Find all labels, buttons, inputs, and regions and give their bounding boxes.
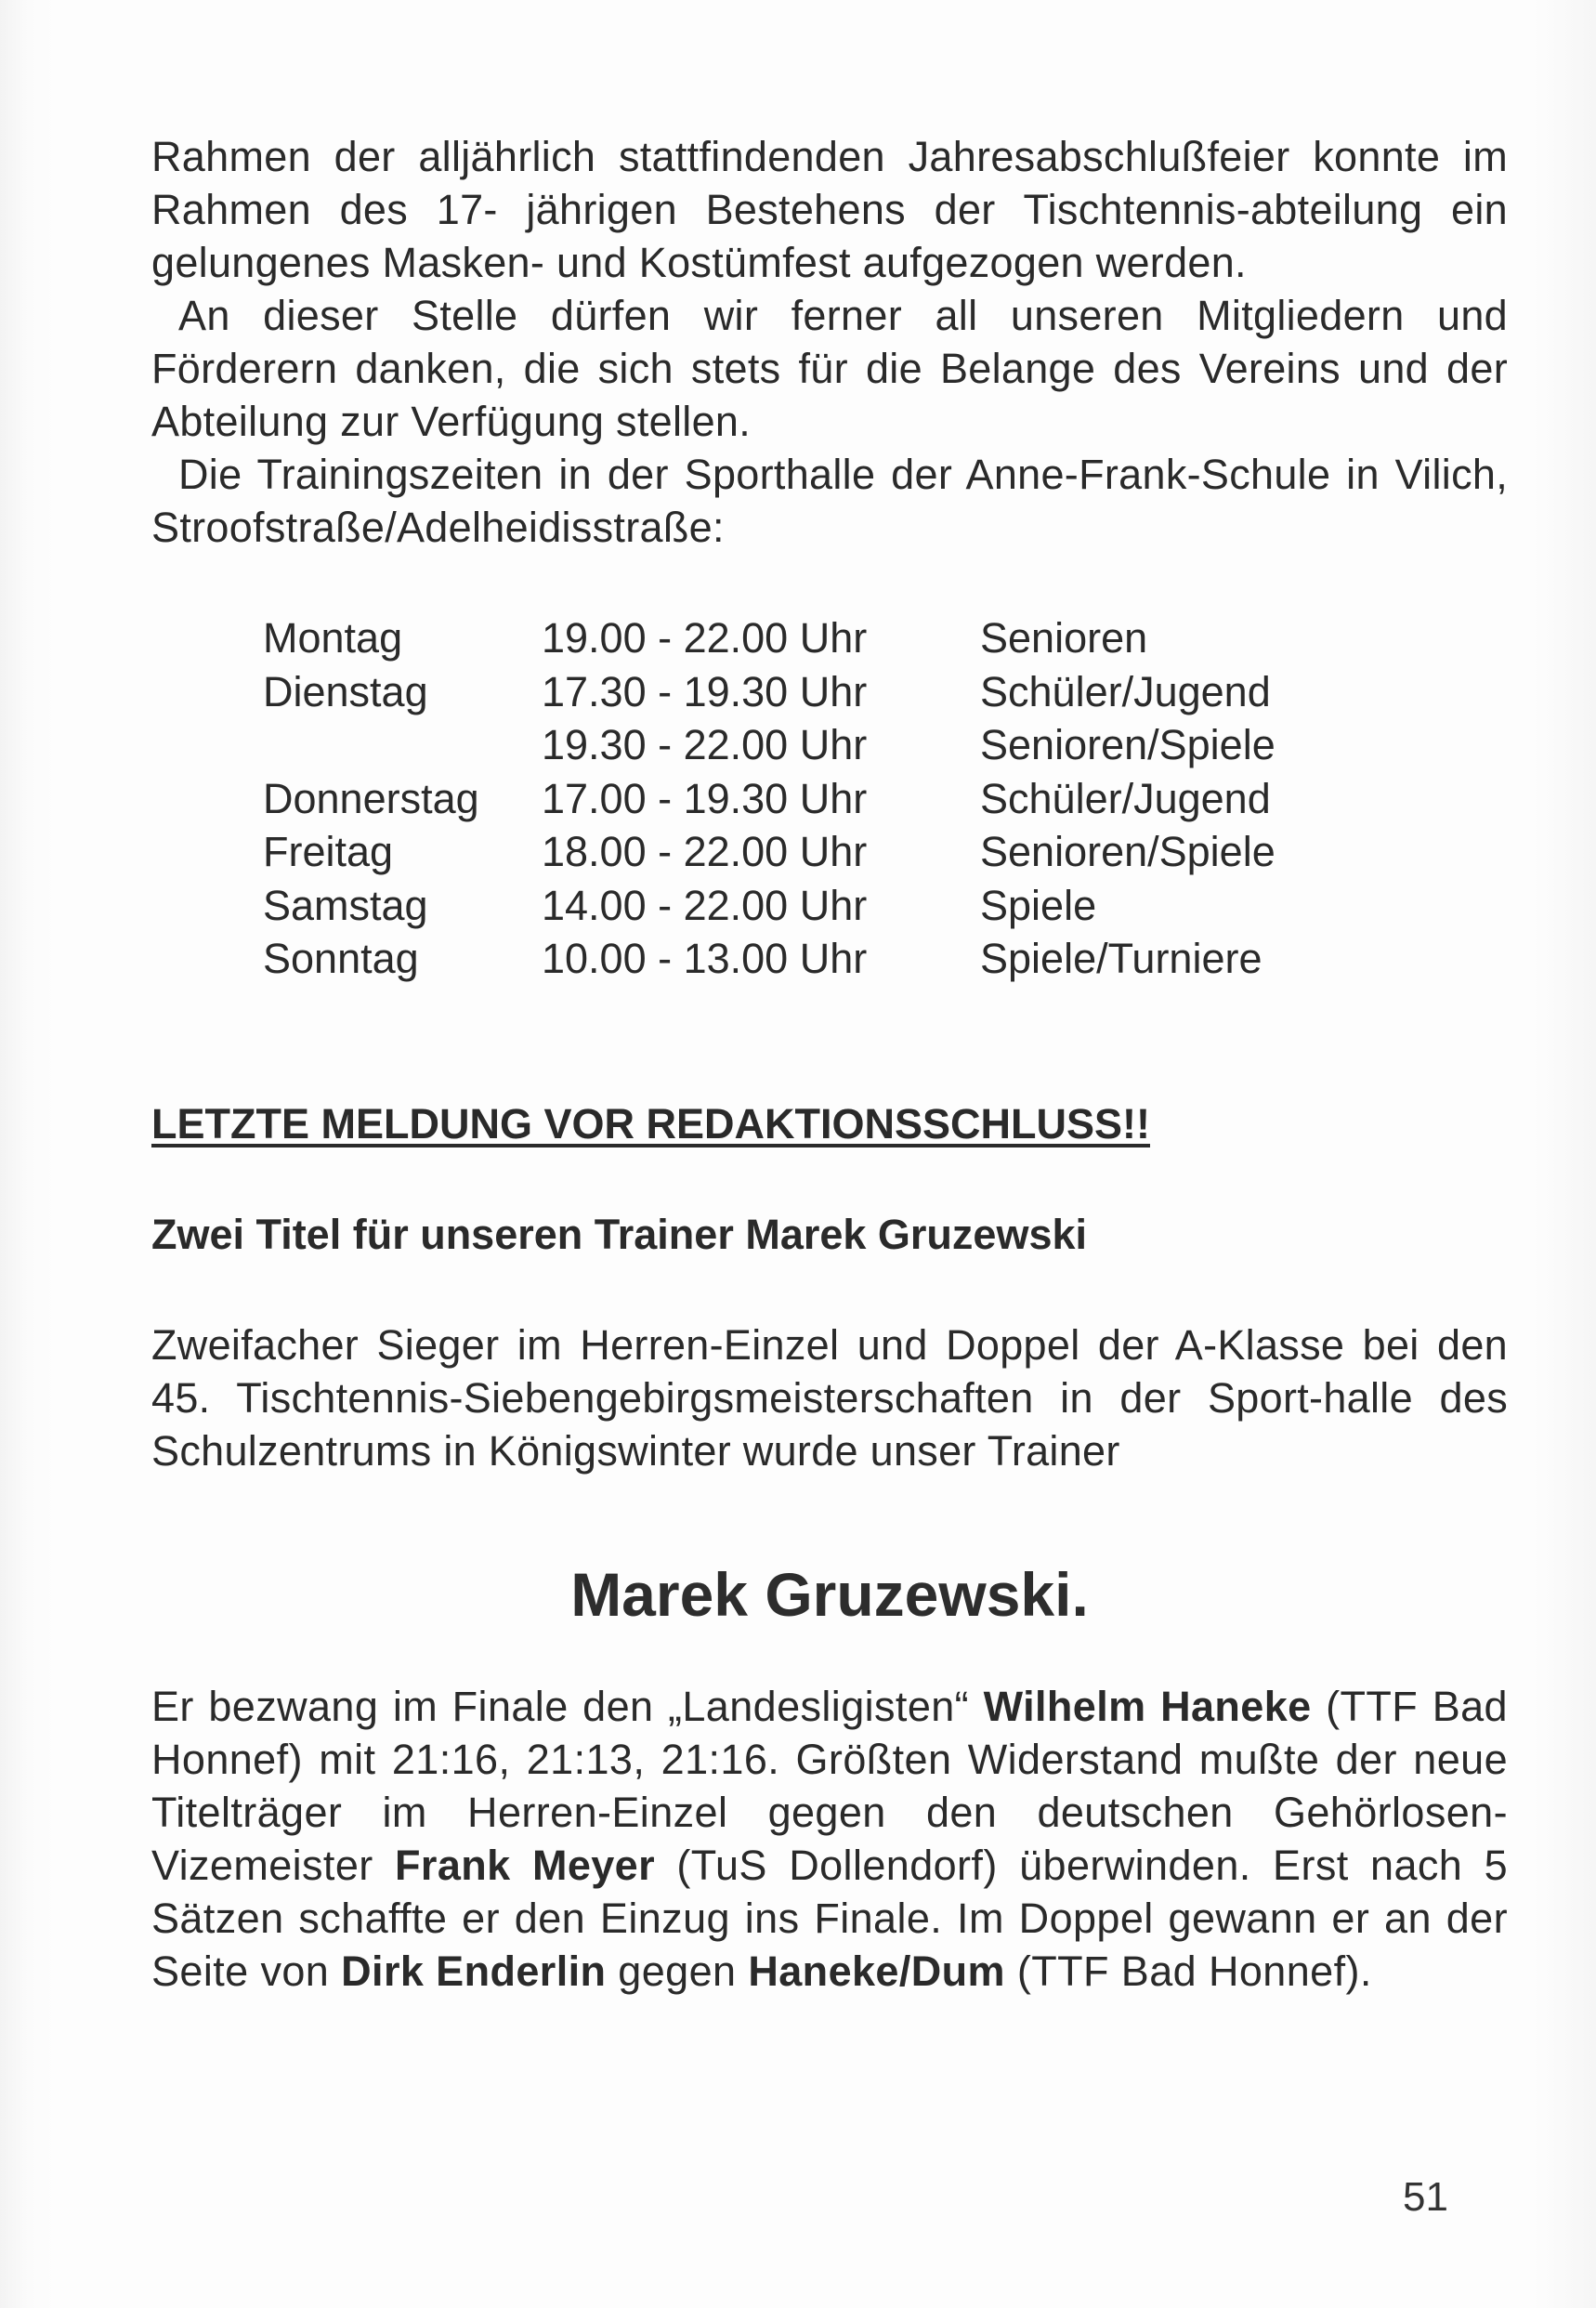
trainer-name-display: Marek Gruzewski. [570,1559,1089,1629]
schedule-day: Samstag [263,881,428,929]
schedule-time: 14.00 - 22.00 Uhr [542,881,868,929]
doubles-pair-name: Haneke/Dum [748,1947,1005,1995]
intro-paragraph-2: An dieser Stelle dürfen wir ferner all unseren Mitgliedern und Förderern danken, die sich stets für die Belange des Vereins und der Abteilung zur Verfügung stellen. [151,292,1508,445]
schedule-time: 17.30 - 19.30 Uhr [542,667,868,715]
final-text-4: gegen [606,1947,749,1995]
schedule-row [263,825,1275,879]
schedule-row [263,665,1275,719]
page-content [151,130,1508,1998]
schedule-time: 18.00 - 22.00 Uhr [542,828,868,875]
intro-paragraph-1: Rahmen der alljährlich stattfindenden Jahresabschlußfeier konnte im Rahmen des 17- jährigen Bestehens der Tischtennis-abteilung ein gelungenes Masken- und Kostümfest aufgezogen werden. [151,133,1508,286]
final-text-3: (TuS Dollendorf) überwinden. Erst nach 5 Sätzen schaffte er den Einzug ins Finale. Im Doppel gewann er an der Seite von [151,1841,1508,1995]
training-schedule-table [263,611,1275,986]
schedule-day [263,718,542,772]
schedule-row [263,611,1275,665]
news-headline: LETZTE MELDUNG VOR REDAKTIONSSCHLUSS!! [151,1099,1150,1147]
schedule-row [263,772,1275,826]
schedule-time: 19.30 - 22.00 Uhr [542,721,868,768]
schedule-day: Donnerstag [263,774,479,822]
schedule-group: Senioren/Spiele [980,721,1275,768]
schedule-group: Spiele [980,881,1097,929]
schedule-time: 10.00 - 13.00 Uhr [542,935,868,982]
player-name-enderlin: Dirk Enderlin [341,1947,607,1995]
schedule-group: Senioren/Spiele [980,828,1275,875]
final-text-1: Er bezwang im Finale den „Landesligisten“ [151,1682,984,1730]
final-text-5: (TTF Bad Honnef). [1004,1947,1372,1995]
schedule-group: Senioren [980,614,1148,662]
schedule-day: Freitag [263,828,394,875]
news-body-paragraph: Zweifacher Sieger im Herren-Einzel und Doppel der A-Klasse bei den 45. Tischtennis-Siebengebirgsmeisterschaften in der Sport-halle des Schulzentrums in Königswinter wurde unser Trainer [151,1320,1508,1475]
schedule-time: 19.00 - 22.00 Uhr [542,614,868,662]
schedule-group: Schüler/Jugend [980,774,1271,822]
news-final-paragraph [151,1680,1508,1998]
schedule-day: Montag [263,614,403,662]
schedule-group: Spiele/Turniere [980,935,1262,982]
page-number: 51 [1403,2174,1448,2220]
player-name-meyer: Frank Meyer [395,1841,656,1889]
schedule-row [263,718,1275,772]
intro-paragraph-3: Die Trainingszeiten in der Sporthalle der Anne-Frank-Schule in Vilich, Stroofstraße/Adelheidisstraße: [151,451,1508,551]
schedule-day: Dienstag [263,667,428,715]
schedule-day: Sonntag [263,935,419,982]
player-name-haneke: Wilhelm Haneke [983,1682,1312,1730]
schedule-row [263,879,1275,933]
final-text-2: (TTF Bad Honnef) mit 21:16, 21:13, 21:16. Größten Widerstand mußte der neue Titelträger im Herren-Einzel gegen den deutschen Gehörlosen-Vizemeister [151,1682,1508,1889]
news-subheadline: Zwei Titel für unseren Trainer Marek Gruzewski [151,1210,1088,1258]
schedule-row [263,932,1275,986]
schedule-group: Schüler/Jugend [980,667,1271,715]
schedule-time: 17.00 - 19.30 Uhr [542,774,868,822]
